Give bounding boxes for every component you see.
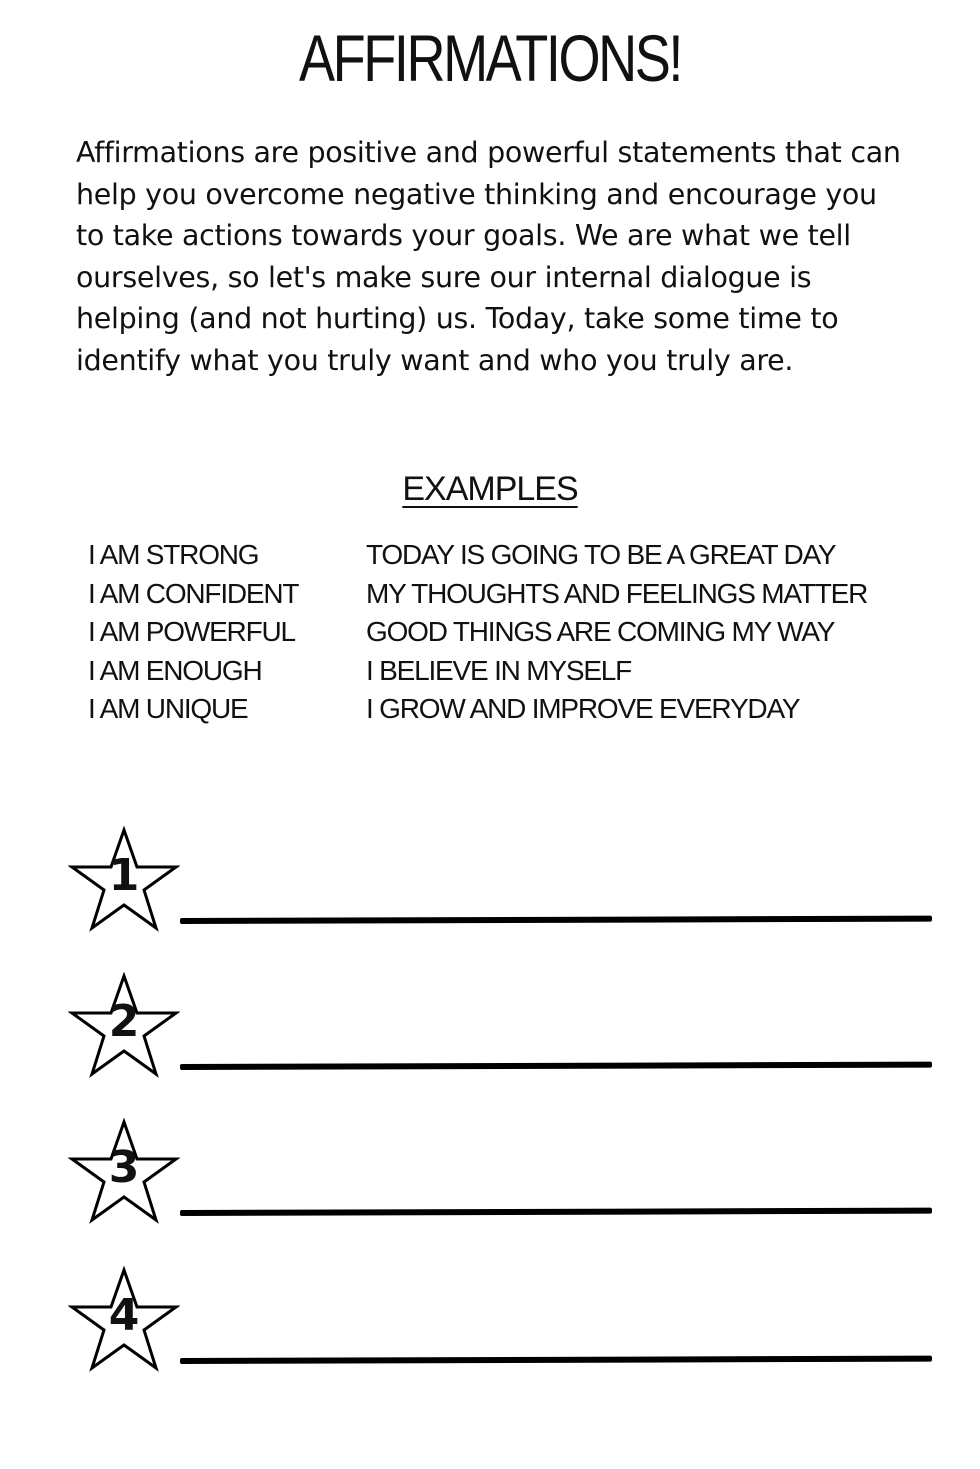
example-item: I AM STRONG xyxy=(88,539,259,570)
entry-number: 3 xyxy=(108,1142,140,1193)
affirmation-entry-4 xyxy=(68,1266,940,1376)
examples-heading xyxy=(0,470,980,509)
affirmation-entry-1 xyxy=(68,826,940,936)
example-item: I AM ENOUGH xyxy=(88,654,262,686)
write-line[interactable] xyxy=(180,1062,932,1070)
page-title: AFFIRMATIONS! xyxy=(299,21,681,95)
example-item: I GROW AND IMPROVE EVERYDAY xyxy=(366,693,800,724)
write-line[interactable] xyxy=(180,916,932,924)
entry-number: 4 xyxy=(108,1290,140,1341)
examples-list-right xyxy=(366,536,867,729)
example-item: TODAY IS GOING TO BE A GREAT DAY xyxy=(366,539,836,570)
example-item: I AM CONFIDENT xyxy=(88,577,299,609)
example-item: I AM POWERFUL xyxy=(88,616,295,647)
example-item: I BELIEVE IN MYSELF xyxy=(366,654,632,686)
affirmation-entry-2 xyxy=(68,972,940,1082)
example-item: I AM UNIQUE xyxy=(88,693,248,724)
entry-number: 2 xyxy=(108,996,140,1047)
example-item: MY THOUGHTS AND FEELINGS MATTER xyxy=(366,577,868,609)
affirmation-entry-3 xyxy=(68,1118,940,1228)
examples-list-left xyxy=(88,536,298,729)
write-line[interactable] xyxy=(180,1356,932,1364)
entry-number: 1 xyxy=(108,850,140,901)
intro-paragraph: Affirmations are positive and powerful statements that can help you overcome negative thinking and encourage you to take actions towards your goals. We are what we tell ourselves, so let's make sure our internal dialogue is helping (and not hurting) us. Today, take some time to identify what you truly want and who you truly are. xyxy=(76,136,901,377)
examples-heading-text: EXAMPLES xyxy=(402,470,578,508)
write-line[interactable] xyxy=(180,1208,932,1216)
example-item: GOOD THINGS ARE COMING MY WAY xyxy=(366,616,835,647)
